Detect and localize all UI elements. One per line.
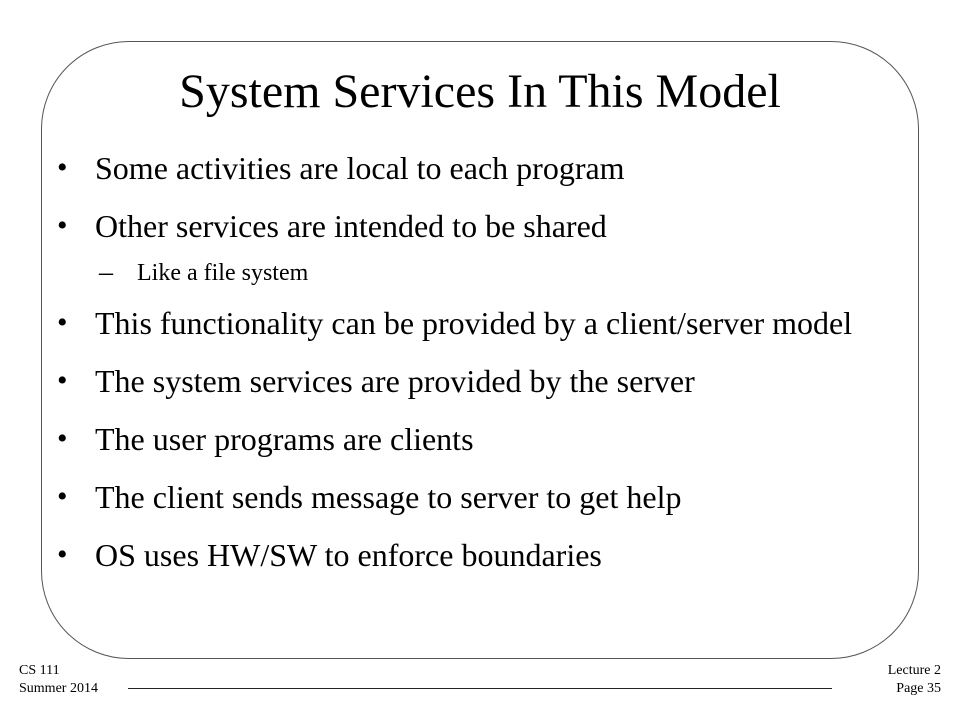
bullet-text: • This functionality can be provided by a client/server model xyxy=(95,305,853,341)
footer-course-info xyxy=(19,662,98,698)
footer-lecture: Lecture 2 xyxy=(887,663,941,678)
footer-divider xyxy=(128,688,832,689)
sub-bullet-text: – Like a file system xyxy=(137,260,309,286)
bullet-text: • The client sends message to server to get help xyxy=(95,479,682,515)
bullet-item xyxy=(57,478,917,516)
footer-course: CS 111 xyxy=(19,663,60,678)
bullet-text: • Other services are intended to be shared xyxy=(95,208,607,244)
footer-term: Summer 2014 xyxy=(19,681,98,696)
slide-title: System Services In This Model xyxy=(179,65,781,118)
bullet-item xyxy=(57,536,917,574)
bullet-text: • The user programs are clients xyxy=(95,421,474,457)
footer-page-info xyxy=(888,662,941,698)
bullet-item xyxy=(57,362,917,400)
bullet-item xyxy=(57,149,917,187)
bullet-text: • OS uses HW/SW to enforce boundaries xyxy=(95,537,602,573)
bullet-list xyxy=(57,149,917,594)
bullet-item xyxy=(57,207,917,245)
bullet-item xyxy=(57,420,917,458)
bullet-text: • The system services are provided by the server xyxy=(95,363,695,399)
sub-bullet-item xyxy=(57,257,917,289)
bullet-text: • Some activities are local to each program xyxy=(95,150,625,186)
bullet-item xyxy=(57,304,917,342)
footer-page: Page 35 xyxy=(896,681,941,696)
